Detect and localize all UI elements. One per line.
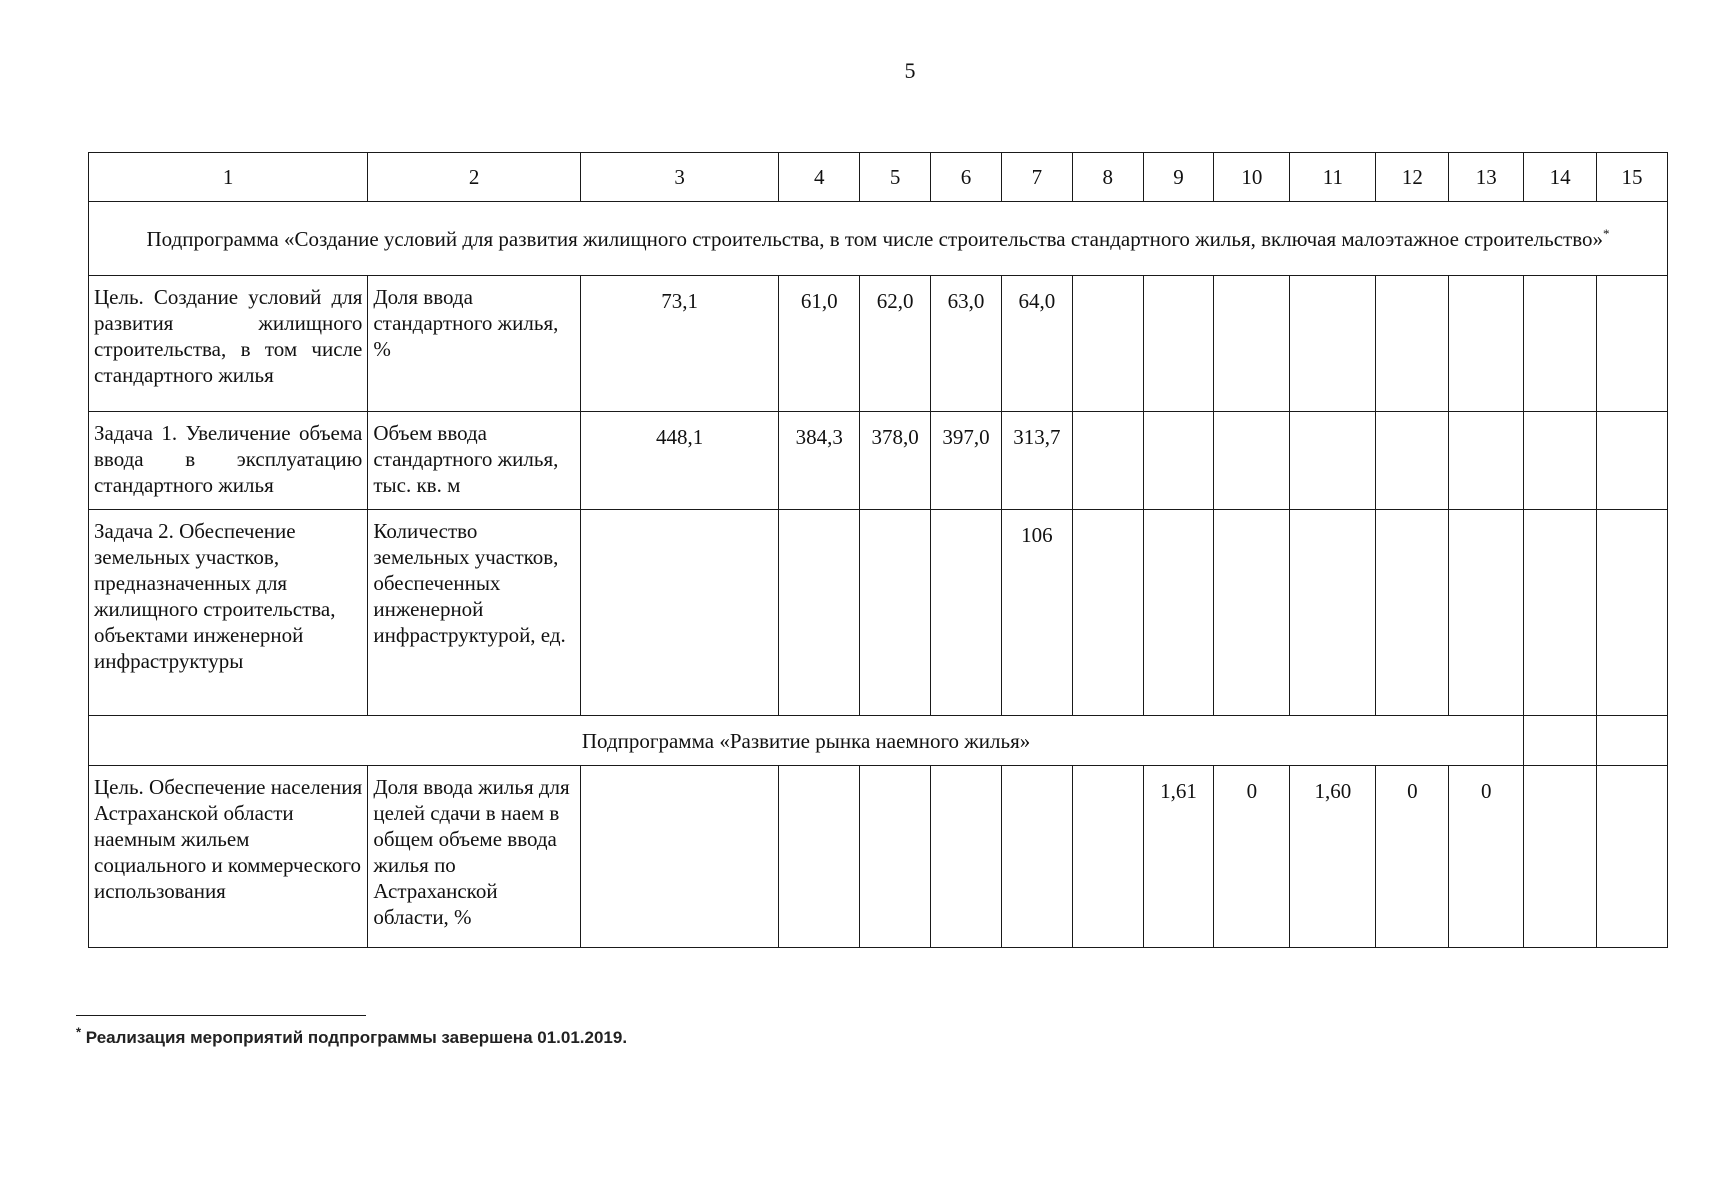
page-number: 5 <box>904 58 916 83</box>
value-cell <box>1290 510 1376 716</box>
value-cell <box>580 766 778 948</box>
header-cell: 2 <box>368 153 581 202</box>
value-cell: 1,60 <box>1290 766 1376 948</box>
empty-cell <box>1524 716 1597 766</box>
table-row <box>89 766 1668 948</box>
table-row <box>89 412 1668 510</box>
value-cell: 313,7 <box>1001 412 1072 510</box>
empty-cell <box>1597 716 1668 766</box>
header-row <box>89 153 1668 202</box>
value-cell: 397,0 <box>931 412 1002 510</box>
header-cell: 10 <box>1214 153 1290 202</box>
value-cell <box>1290 276 1376 412</box>
header-cell: 12 <box>1376 153 1449 202</box>
value-cell <box>1376 276 1449 412</box>
value-cell: 106 <box>1001 510 1072 716</box>
value-cell <box>1376 412 1449 510</box>
subprogram-row <box>89 202 1668 276</box>
header-cell: 9 <box>1143 153 1214 202</box>
indicator-cell: Доля ввода стандартного жилья, % <box>368 276 581 412</box>
goal-cell: Задача 2. Обеспечение земельных участков, предназначенных для жилищного строительства, объектами инженерной инфраструктуры <box>89 510 368 716</box>
value-cell <box>1376 510 1449 716</box>
value-cell: 61,0 <box>779 276 860 412</box>
header-cell: 6 <box>931 153 1002 202</box>
indicator-cell: Доля ввода жилья для целей сдачи в наем в общем объеме ввода жилья по Астраханской области, % <box>368 766 581 948</box>
value-cell <box>779 510 860 716</box>
value-cell <box>1001 766 1072 948</box>
value-cell: 62,0 <box>860 276 931 412</box>
header-cell: 1 <box>89 153 368 202</box>
value-cell: 63,0 <box>931 276 1002 412</box>
value-cell: 0 <box>1449 766 1524 948</box>
footnote-text: Реализация мероприятий подпрограммы завершена 01.01.2019. <box>85 1028 628 1047</box>
subprogram-title-cell: Подпрограмма «Развитие рынка наемного жилья» <box>89 716 1524 766</box>
value-cell <box>1524 412 1597 510</box>
value-cell: 73,1 <box>580 276 778 412</box>
goal-cell: Цель. Создание условий для развития жилищного строительства, в том числе стандартного жилья <box>89 276 368 412</box>
value-cell: 448,1 <box>580 412 778 510</box>
header-cell: 4 <box>779 153 860 202</box>
goal-cell: Цель. Обеспечение населения Астраханской области наемным жильем социального и коммерческого использования <box>89 766 368 948</box>
value-cell <box>1214 412 1290 510</box>
value-cell: 1,61 <box>1143 766 1214 948</box>
footnote-divider <box>76 1015 366 1016</box>
header-cell: 7 <box>1001 153 1072 202</box>
value-cell <box>1449 412 1524 510</box>
value-cell <box>1597 412 1668 510</box>
header-cell: 11 <box>1290 153 1376 202</box>
goal-cell: Задача 1. Увеличение объема ввода в эксплуатацию стандартного жилья <box>89 412 368 510</box>
value-cell: 0 <box>1214 766 1290 948</box>
value-cell <box>1524 510 1597 716</box>
value-cell <box>1524 276 1597 412</box>
value-cell <box>1597 276 1668 412</box>
footnote-mark: * <box>76 1024 82 1040</box>
indicator-cell: Количество земельных участков, обеспеченных инженерной инфраструктурой, ед. <box>368 510 581 716</box>
header-cell: 13 <box>1449 153 1524 202</box>
value-cell <box>1143 276 1214 412</box>
value-cell <box>1143 412 1214 510</box>
indicator-cell: Объем ввода стандартного жилья, тыс. кв. м <box>368 412 581 510</box>
value-cell <box>931 766 1002 948</box>
value-cell <box>1597 510 1668 716</box>
header-cell: 5 <box>860 153 931 202</box>
footnote-marker: * <box>1602 225 1610 241</box>
value-cell: 384,3 <box>779 412 860 510</box>
indicators-table <box>88 152 1668 948</box>
value-cell: 64,0 <box>1001 276 1072 412</box>
value-cell <box>580 510 778 716</box>
table-row <box>89 510 1668 716</box>
value-cell <box>1449 510 1524 716</box>
value-cell <box>931 510 1002 716</box>
header-cell: 15 <box>1597 153 1668 202</box>
subprogram-title: Подпрограмма «Создание условий для развития жилищного строительства, в том числе строительства стандартного жилья, включая малоэтажное строительство» <box>146 226 1603 251</box>
value-cell <box>1072 766 1143 948</box>
subprogram-row <box>89 716 1668 766</box>
value-cell: 378,0 <box>860 412 931 510</box>
value-cell <box>1597 766 1668 948</box>
value-cell <box>1449 276 1524 412</box>
value-cell <box>1072 412 1143 510</box>
value-cell <box>779 766 860 948</box>
value-cell <box>1072 510 1143 716</box>
subprogram-title-cell <box>89 202 1668 276</box>
value-cell <box>1143 510 1214 716</box>
value-cell <box>1290 412 1376 510</box>
value-cell: 0 <box>1376 766 1449 948</box>
table-row <box>89 276 1668 412</box>
value-cell <box>860 510 931 716</box>
footnote <box>76 1024 628 1048</box>
value-cell <box>1072 276 1143 412</box>
value-cell <box>1524 766 1597 948</box>
value-cell <box>860 766 931 948</box>
value-cell <box>1214 510 1290 716</box>
value-cell <box>1214 276 1290 412</box>
header-cell: 14 <box>1524 153 1597 202</box>
header-cell: 3 <box>580 153 778 202</box>
header-cell: 8 <box>1072 153 1143 202</box>
